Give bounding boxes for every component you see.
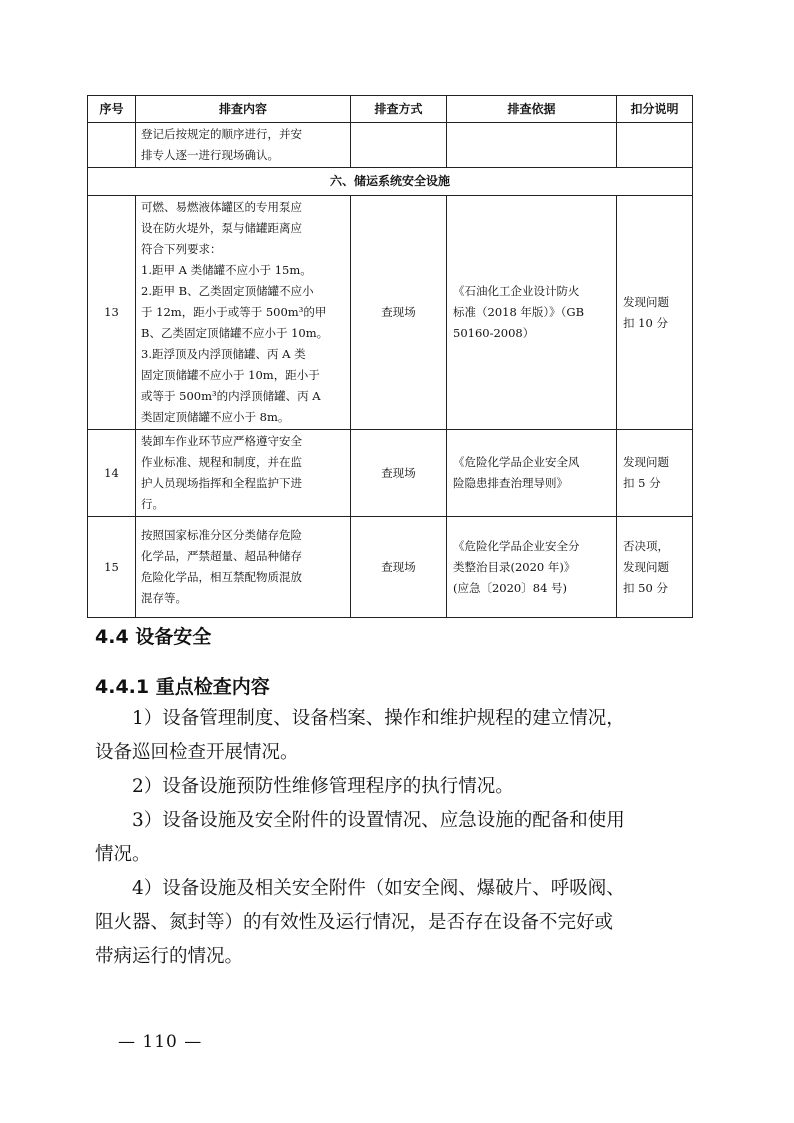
- section-heading: 4.4 设备安全: [95, 626, 212, 648]
- row-seq: 15: [88, 517, 136, 618]
- row-content: 按照国家标准分区分类储存危险 化学品，严禁超量、超品种储存 危险化学品，相互禁配物质混放 混存等。: [136, 517, 351, 618]
- header-seq: 序号: [88, 96, 136, 123]
- subsection-heading: 4.4.1 重点检查内容: [95, 676, 270, 698]
- row-method: 查现场: [351, 517, 447, 618]
- row-seq: 14: [88, 430, 136, 517]
- row-deduction: 发现问题 扣 5 分: [617, 430, 693, 517]
- header-content: 排查内容: [136, 96, 351, 123]
- body-text: [95, 702, 695, 974]
- table-row: [88, 517, 693, 618]
- row-method: 查现场: [351, 430, 447, 517]
- row-content: 可燃、易燃液体罐区的专用泵应 设在防火堤外，泵与储罐距离应 符合下列要求： 1.距甲 A 类储罐不应小于 15m。 2.距甲 B、乙类固定顶储罐不应小 于 12m，距小于或等于 500m³的甲 B、乙类固定顶储罐不应小于 10m。 3.距浮顶及内浮顶储罐、丙 A 类 固定顶储罐不应小于 10m，距小于 或等于 500m³的内浮顶储罐、丙 A 类固定顶储罐不应小于 8m。: [136, 196, 351, 430]
- row-basis: 《石油化工企业设计防火 标准（2018 年版）》（GB 50160-2008）: [447, 196, 617, 430]
- row-seq: 13: [88, 196, 136, 430]
- row-basis: 《危险化学品企业安全分 类整治目录(2020 年)》 (应急〔2020〕84 号): [447, 517, 617, 618]
- header-deduction: 扣分说明: [617, 96, 693, 123]
- inspection-table: [87, 95, 693, 618]
- row-content: 装卸车作业环节应严格遵守安全 作业标准、规程和制度，并在监 护人员现场指挥和全程监护下进 行。: [136, 430, 351, 517]
- table-header-row: [88, 96, 693, 123]
- row-basis: 《危险化学品企业安全风 险隐患排查治理导则》: [447, 430, 617, 517]
- paragraph: 3）设备设施及安全附件的设置情况、应急设施的配备和使用 情况。: [95, 810, 625, 865]
- section-row: [88, 168, 693, 196]
- table-row: [88, 430, 693, 517]
- continuation-content: 登记后按规定的顺序进行，并安 排专人逐一进行现场确认。: [136, 123, 351, 168]
- table-row-continuation: [88, 123, 693, 168]
- row-deduction: 否决项， 发现问题 扣 50 分: [617, 517, 693, 618]
- header-method: 排查方式: [351, 96, 447, 123]
- table-row: [88, 196, 693, 430]
- paragraph: 1）设备管理制度、设备档案、操作和维护规程的建立情况， 设备巡回检查开展情况。: [95, 708, 625, 763]
- page-number: — 110 —: [118, 1032, 203, 1052]
- paragraph: 4）设备设施及相关安全附件（如安全阀、爆破片、呼吸阀、 阻火器、氮封等）的有效性及运行情况，是否存在设备不完好或 带病运行的情况。: [95, 878, 625, 967]
- section-title: 六、储运系统安全设施: [88, 168, 693, 196]
- row-method: 查现场: [351, 196, 447, 430]
- header-basis: 排查依据: [447, 96, 617, 123]
- paragraph: 2）设备设施预防性维修管理程序的执行情况。: [95, 776, 514, 797]
- row-deduction: 发现问题 扣 10 分: [617, 196, 693, 430]
